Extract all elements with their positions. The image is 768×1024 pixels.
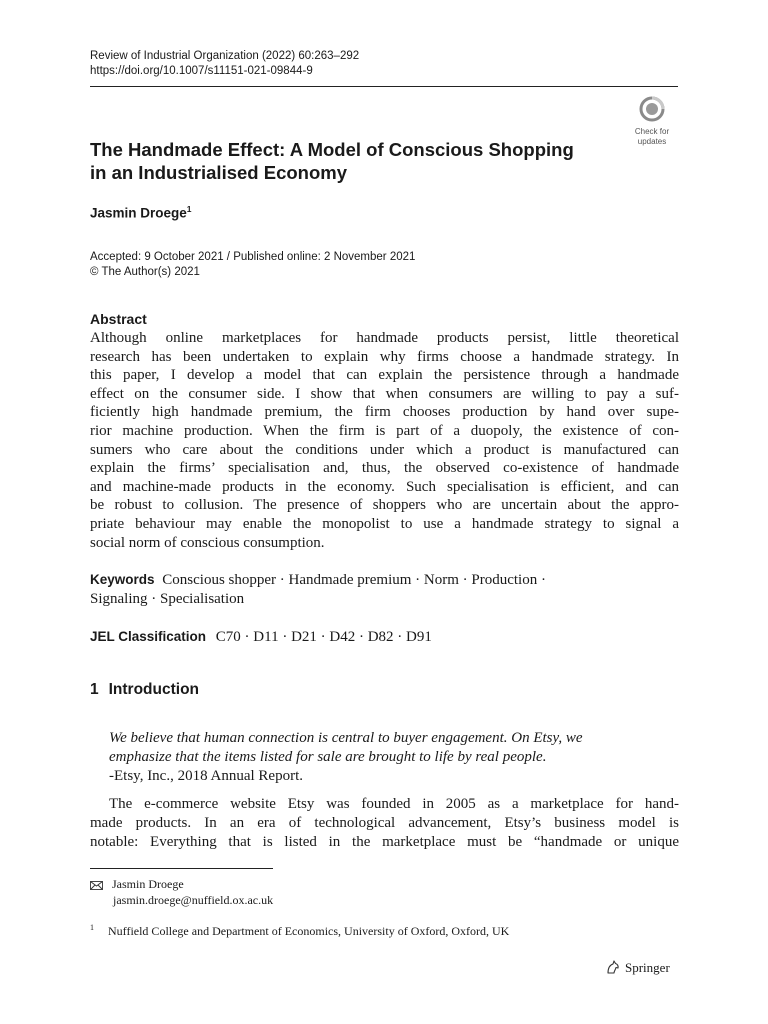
intro-line: The e-commerce website Etsy was founded in 2005 as a marketplace for hand-: [109, 796, 679, 812]
keywords-line-1: Conscious shopper · Handmade premium · Norm · Production ·: [162, 572, 546, 588]
check-for-updates-badge[interactable]: [626, 96, 678, 144]
author-name: Jasmin Droege: [90, 205, 187, 221]
abstract-line: Although online marketplaces for handmade products persist, little theoretical: [90, 330, 679, 346]
epigraph-line-1: We believe that human connection is central to buyer engagement. On Etsy, we: [109, 730, 583, 746]
check-for-updates-icon: [639, 96, 665, 122]
epigraph: [109, 729, 679, 786]
abstract-line: rior machine production. When the firm is part of a duopoly, the existence of con-: [90, 422, 679, 439]
abstract-line: social norm of conscious consumption.: [90, 534, 325, 551]
abstract-line: ficiently high handmade premium, the firm chooses production by hand over supe-: [90, 404, 679, 421]
section-heading: [90, 681, 199, 699]
epigraph-line-2: emphasize that the items listed for sale are brought to life by real people.: [109, 749, 547, 765]
abstract-line: and machine-made products in the economy. Such specialisation is efficient, and can: [90, 478, 679, 495]
publisher-name: Springer: [625, 960, 670, 975]
corresponding-author-name: Jasmin Droege: [112, 877, 184, 891]
abstract-line: explain the firms’ specialisation and, thus, the observed co-existence of handmade: [90, 460, 679, 477]
section-number: 1: [90, 681, 99, 698]
publication-dates: [90, 250, 415, 280]
affiliation-mark: 1: [90, 923, 94, 932]
accepted-published-dates: Accepted: 9 October 2021 / Published online: 2 November 2021: [90, 251, 416, 263]
affiliation-text: Nuffield College and Department of Economics, University of Oxford, Oxford, UK: [108, 924, 510, 938]
jel-codes: C70 · D11 · D21 · D42 · D82 · D91: [215, 629, 432, 645]
envelope-icon: [90, 881, 103, 890]
keywords: [90, 570, 679, 609]
title-line-1: The Handmade Effect: A Model of Conscious Shopping: [90, 139, 574, 160]
header-rule: [90, 86, 678, 87]
intro-paragraph: [90, 795, 679, 852]
footnote-rule: [90, 868, 273, 869]
author: [90, 204, 192, 221]
publisher-logo: [605, 959, 670, 977]
section-title: Introduction: [108, 681, 200, 698]
abstract-line: this paper, I develop a model that can explain the persistence through a handmade: [90, 367, 679, 384]
corresponding-author: [90, 876, 273, 908]
abstract-line: effect on the consumer side. I show that when consumers are willing to pay a suf-: [90, 385, 679, 402]
badge-line2: updates: [637, 136, 667, 146]
author-affiliation-mark: 1: [186, 204, 192, 214]
title-line-2: in an Industrialised Economy: [90, 162, 347, 183]
journal-citation: Review of Industrial Organization (2022) 60:263–292: [90, 50, 360, 62]
abstract-heading: Abstract: [90, 311, 147, 327]
epigraph-attribution: -Etsy, Inc., 2018 Annual Report.: [109, 768, 303, 784]
affiliation: [90, 920, 509, 939]
abstract-line: sumers who care about the conditions under which a product is manufactured can: [90, 441, 679, 458]
copyright: © The Author(s) 2021: [90, 266, 200, 278]
badge-line1: Check for: [634, 127, 670, 136]
paper-title: [90, 138, 620, 184]
jel-label: JEL Classification: [90, 629, 207, 644]
abstract-line: priate behaviour may enable the monopolist to use a handmade strategy to signal a: [90, 515, 679, 532]
jel-classification: [90, 627, 432, 647]
abstract-line: research has been undertaken to explain why firms choose a handmade strategy. In: [90, 348, 679, 365]
springer-horse-icon: [605, 959, 621, 975]
corresponding-author-email[interactable]: jasmin.droege@nuffield.ox.ac.uk: [113, 893, 274, 907]
keywords-label: Keywords: [90, 572, 155, 587]
journal-header: [90, 49, 359, 79]
abstract-body: [90, 329, 679, 552]
abstract-line: be robust to collusion. The presence of shoppers who are uncertain about the appro-: [90, 497, 679, 514]
doi-link[interactable]: https://doi.org/10.1007/s11151-021-09844-9: [90, 65, 313, 77]
intro-line: made products. In an era of technological advancement, Etsy’s business model is: [90, 815, 679, 831]
intro-line: notable: Everything that is listed in the marketplace must be “handmade or unique: [90, 834, 679, 850]
keywords-line-2: Signaling · Specialisation: [90, 591, 245, 607]
